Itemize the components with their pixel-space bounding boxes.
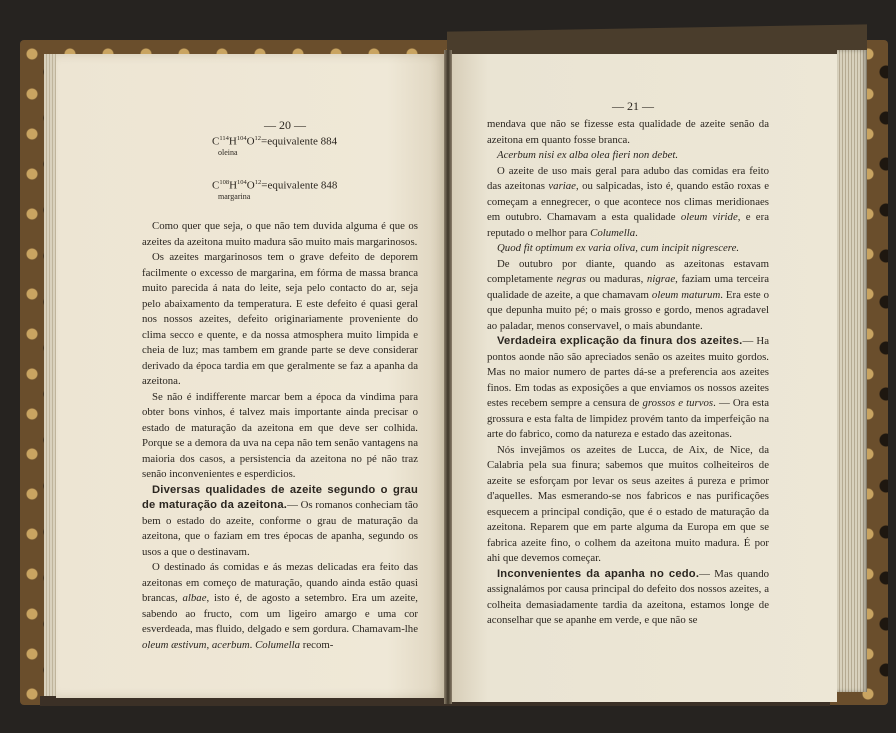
- page-number-right: — 21 —: [612, 99, 654, 113]
- paragraph: Os azeites margarinosos tem o grave defeito de deporem facilmente o excesso de margarina, em fórma de massa branca muito parecida á nata do leite, seja pelo contacto do ar, seja pelo abaixamento da temperatura. E este defeito é quasi geral nos nossos azeites, defeito originariamente proveniente do clima secco e quente, e da nossa atmosphera muito limpida e cheia de luz; mas tambem em grande parte se deve considerar derivado da época tardia em que geralmente se faz a apanha da azeitona.: [142, 251, 418, 387]
- formula-name-oleina: oleina: [218, 147, 238, 157]
- paragraph: De outubro por diante, quando as azeitonas estavam completamente negras ou maduras, nigrae, faziam uma terceira qualidade de azeite, a que chamavam oleum maturum. Era este o que depunha muito pé; o mais grosso e gordo, menos agradavel ao paladar, menos conservavel, o mais abundante.: [487, 257, 770, 332]
- paragraph: Inconvenientes da apanha no cedo.— Mas quando assignalámos por causa principal do defeito dos nossos azeites, a colheita demasiadamente tardia da azeitona, estamos longe de aconselhar que se apanhe em verde, e que não se: [487, 567, 769, 626]
- formula-margarina: $C^{108}H^{104}O^{12}=equivalente$ 848 margarina: [212, 179, 338, 201]
- paragraph: Verdadeira explicação da finura dos azeites.— Ha pontos aonde não são apreciados senão os azeites muito gordos. Mas no maior numero de partes dá-se a preferencia aos azeites finos. Em todas as exposições a que enviamos os nossos azeites estes recebem sempre a censura de grossos e turvos. — Ora esta grossura e esta falta de limpidez provém tanto da imperfeição na arte do fabrico, como da natureza e estado das azeitonas.: [487, 335, 770, 440]
- section-heading: Inconvenientes da apanha no cedo.: [497, 567, 700, 580]
- formula-name-margarina: margarina: [218, 191, 251, 201]
- paragraph: O azeite de uso mais geral para adubo das comidas era feito das azeitonas variae, ou salpicadas, isto é, quando estão roxas e começam a ennegrecer, o que acontece nos climas meridionaes em outubro. Chamavam a esta qualidade oleum viride, e era reputado o melhor para Columella.: [487, 164, 769, 239]
- left-page-body: [142, 219, 418, 653]
- section-heading: Verdadeira explicação da finura dos azeites.: [497, 335, 743, 347]
- page-edges-right: [837, 50, 867, 692]
- book-gutter: [444, 50, 452, 704]
- paragraph: Se não é indifferente marcar bem a época da vindima para obter bons vinhos, é talvez mais importante ainda precisar o estado de maturação da azeitona em que deve ser colhida. Porque se a demora da uva na cepa não tem senão vantagens na maioria dos casos, a persistencia da azeitona no pé não traz senão inconvenientes e esperdicios.: [142, 390, 418, 480]
- page-number-left: — 20 —: [264, 118, 306, 132]
- latin-quote: Acerbum nisi ex alba olea fieri non debet.: [497, 149, 679, 161]
- section-heading: Diversas qualidades de azeite segundo o grau de maturação da azeitona.: [142, 483, 418, 511]
- paragraph: Nós invejâmos os azeites de Lucca, de Aix, de Nice, da Calabria pela sua finura; sabemos que muitos colheiteiros de azeite se esforçam por levar os seus azeites á pureza e primor d'aquelles. Mas esmerando-se nos fabricos e nas purificações esquecem a principal condição, que é o estado de maturação da azeitona. Reparem que em parte alguma da Europa em que se fabrica azeite fino, o colhem da azeitona muito madura. É por ahi que devemos começar.: [487, 443, 769, 564]
- latin-quote: Quod fit optimum ex varia oliva, cum incipit nigrescere.: [497, 242, 740, 254]
- right-page-body: [487, 117, 769, 629]
- paragraph: mendava que não se fizesse esta qualidade de azeite senão da azeitona em quanto fosse branca.: [487, 118, 769, 146]
- formula-oleina: $C^{114}H^{104}O^{12}=equivalente$ 884 oleina: [212, 135, 338, 157]
- paragraph: Diversas qualidades de azeite segundo o grau de maturação da azeitona.— Os romanos conheciam tão bem o estado do azeite, conforme o grau de maturação da azeitona, que o faziam em tres épocas de apanha, segundo os usos a que o destinavam.: [142, 483, 419, 558]
- paragraph: O destinado ás comidas e ás mezas delicadas era feito das azeitonas em começo de maturação, quando ainda estão quasi brancas, albae, isto é, de agosto a setembro. Era um azeite, sabendo ao fructo, com um ligeiro amargo e uma cor esverdeada, mas fluido, delgado e sem gordura. Chamavam-lhe oleum æstivum, acerbum. Columella recom-: [142, 561, 418, 651]
- paragraph: Como quer que seja, o que não tem duvida alguma é que os azeites da azeitona muito madura são muito mais margarinosos.: [142, 220, 418, 248]
